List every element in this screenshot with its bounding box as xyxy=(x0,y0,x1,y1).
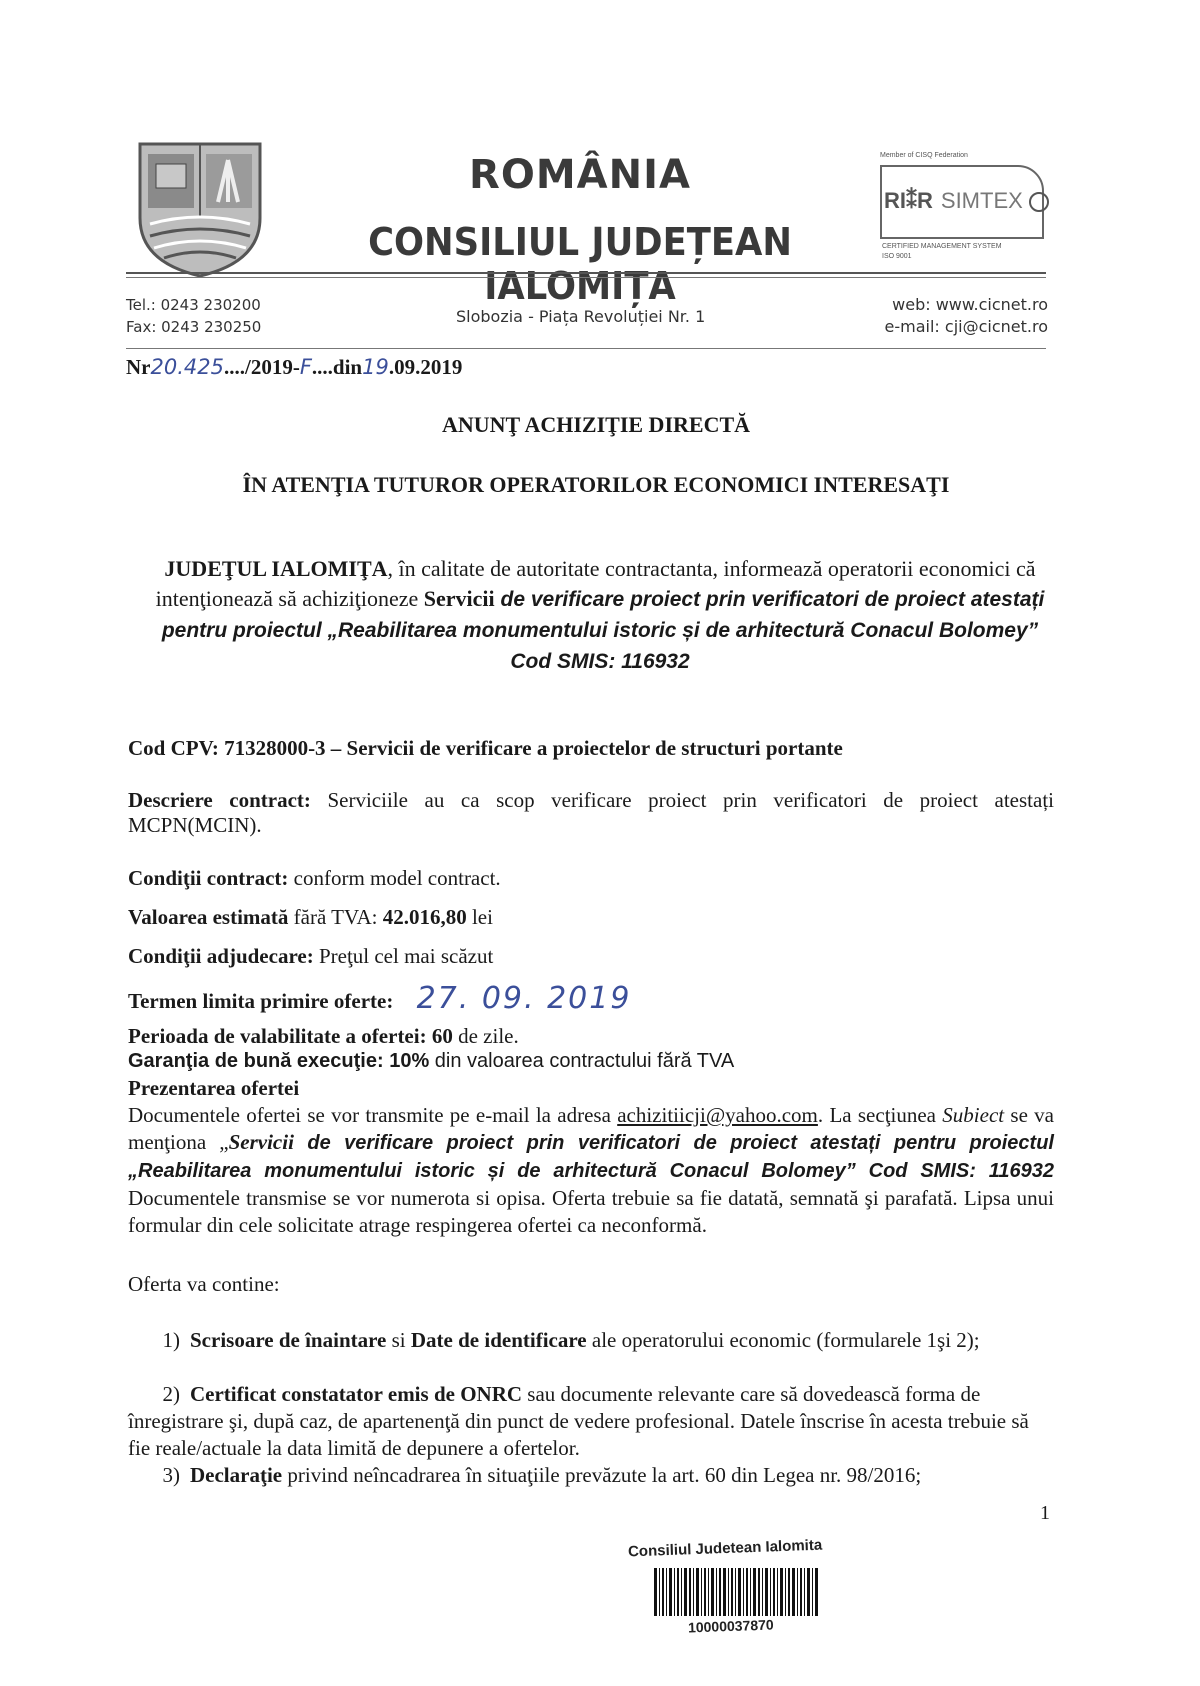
estimated-value-amount: 42.016,80 xyxy=(382,905,467,929)
list-item-bold: Declaraţie xyxy=(190,1463,283,1487)
certification-logo: RI⁑R SIMTEX xyxy=(884,188,1049,214)
registration-day-handwritten: 19 xyxy=(362,355,389,379)
offer-deadline-handwritten: 27. 09. 2019 xyxy=(416,981,632,1016)
list-item xyxy=(128,1327,1054,1354)
award-conditions xyxy=(128,944,1054,969)
intro-text: , în calitate de autoritate contractanta, informează operatorii economici că intenţionează să achiziţioneze xyxy=(155,556,1036,611)
registration-mid: ..../2019- xyxy=(223,355,300,379)
list-item-number: 1) xyxy=(162,1328,180,1352)
registration-date-tail: .09.2019 xyxy=(388,355,463,379)
certification-brand-left: RI xyxy=(884,188,906,213)
list-item xyxy=(128,1462,1054,1489)
contact-web-block xyxy=(878,294,1048,338)
award-conditions-label: Condiţii adjudecare: xyxy=(128,944,314,968)
estimated-value-currency: lei xyxy=(466,905,493,929)
country-title: ROMÂNIA xyxy=(469,152,691,198)
award-conditions-text: Preţul cel mai scăzut xyxy=(313,944,494,968)
list-item-text-2: ale operatorului economic (formularele 1şi 2); xyxy=(586,1328,980,1352)
presentation-text-1: Documentele ofertei se vor transmite pe e-mail la adresa xyxy=(128,1103,618,1127)
offer-deadline-label: Termen limita primire oferte: xyxy=(128,989,394,1013)
offer-deadline xyxy=(128,981,1054,1016)
submission-email-link[interactable]: achizitiicji@yahoo.com xyxy=(617,1103,818,1127)
presentation-subject-word: Subiect xyxy=(942,1103,1005,1127)
service-name-bold: Servicii xyxy=(423,586,495,611)
intro-paragraph xyxy=(150,554,1050,677)
website: web: www.cicnet.ro xyxy=(892,295,1048,314)
presentation-text-2: . La secţiunea xyxy=(817,1103,943,1127)
certification-system-line2: ISO 9001 xyxy=(882,253,912,260)
cpv-code xyxy=(128,736,1054,761)
list-item xyxy=(128,1381,1054,1462)
presentation-text-4: Documentele transmise se vor numerota si opisa. Oferta trebuie sa fie datată, semnată şi parafată. Lipsa unui formular din cele solicitate atrage respingerea ofertei ca neconformă. xyxy=(128,1186,1054,1237)
header-divider-thin xyxy=(126,277,1046,278)
estimated-value xyxy=(128,905,1054,930)
registration-number-handwritten: 20.425 xyxy=(150,355,224,379)
registration-prefix: Nr xyxy=(126,355,151,379)
contracting-authority: JUDEŢUL IALOMIŢA xyxy=(164,556,388,581)
description-text: Serviciile au ca scop verificare proiect prin verificatori de proiect atestați MCPN(MCIN). xyxy=(128,788,1054,837)
presentation-service-bold: Servicii xyxy=(228,1130,294,1154)
offer-presentation-label: Prezentarea ofertei xyxy=(128,1076,300,1100)
list-item-number: 2) xyxy=(162,1382,180,1406)
list-item-bold: Scrisoare de înaintare xyxy=(190,1328,387,1352)
presentation-text-3: se va menţiona „ xyxy=(128,1103,1054,1154)
circle-logo-icon xyxy=(1029,192,1049,212)
estimated-value-text: fără TVA: xyxy=(288,905,383,929)
offer-validity-text: de zile. xyxy=(452,1024,519,1048)
contact-divider xyxy=(126,348,1046,349)
offer-validity xyxy=(128,1024,1054,1049)
list-item-bold: Certificat constatator emis de ONRC xyxy=(190,1382,523,1406)
conditions-text: conform model contract. xyxy=(288,866,501,890)
page-number: 1 xyxy=(1040,1502,1050,1524)
fax-number: Fax: 0243 230250 xyxy=(126,318,262,336)
certification-system xyxy=(882,242,1002,262)
description-label: Descriere contract: xyxy=(128,788,311,812)
list-item-text: privind neîncadrarea în situaţiile prevăzute la art. 60 din Legea nr. 98/2016; xyxy=(282,1463,922,1487)
contact-phone-block xyxy=(126,294,261,338)
county-coat-of-arms xyxy=(136,140,264,280)
conditions-label: Condiţii contract: xyxy=(128,866,289,890)
performance-guarantee-text: din valoarea contractului fără TVA xyxy=(429,1050,735,1072)
registration-letter-handwritten: F xyxy=(299,355,312,379)
list-item-text: sau documente relevante care să dovedească forma de înregistrare şi, după caz, de apartenenţă din punct de vedere profesional. Datele înscrise în acesta trebuie să fie reale/actuale la data limită de depunere a ofertelor. xyxy=(128,1382,1029,1460)
certification-member-text: Member of CISQ Federation xyxy=(880,152,968,159)
performance-guarantee-label: Garanţia de bună execuţie: 10% xyxy=(128,1050,430,1072)
certification-brand-right: SIMTEX xyxy=(940,188,1023,213)
offer-contents-intro: Oferta va contine: xyxy=(128,1272,280,1296)
registration-number xyxy=(126,355,462,380)
presentation-service-italic: de verificare proiect prin verificatori de proiect atestați pentru proiectul „Reabilitarea monumentului istoric și de arhitectură Conacul Bolomey” Cod SMIS: 116932 xyxy=(128,1132,1054,1182)
list-item-number: 3) xyxy=(162,1463,180,1487)
contract-conditions xyxy=(128,866,1054,891)
list-item-bold-2: Date de identificare xyxy=(410,1328,587,1352)
announcement-title: ANUNŢ ACHIZIŢIE DIRECTĂ xyxy=(441,412,751,437)
barcode-image xyxy=(652,1566,820,1618)
estimated-value-label: Valoarea estimată xyxy=(128,905,289,929)
address: Slobozia - Piața Revoluției Nr. 1 xyxy=(456,307,706,326)
certification-system-line1: CERTIFIED MANAGEMENT SYSTEM xyxy=(882,243,1002,250)
barcode-number: 10000037870 xyxy=(687,1616,774,1636)
announcement-subtitle: ÎN ATENŢIA TUTUROR OPERATORILOR ECONOMICI INTERESAŢI xyxy=(242,472,950,497)
list-item-text: si xyxy=(386,1328,411,1352)
registration-din: ....din xyxy=(311,355,363,379)
offer-presentation-paragraph xyxy=(128,1102,1054,1239)
performance-guarantee xyxy=(128,1050,1054,1073)
cpv-label: Cod CPV: 71328000-3 – Servicii de verificare a proiectelor de structuri portante xyxy=(128,736,843,760)
phone-number: Tel.: 0243 230200 xyxy=(126,296,261,314)
institution-title: CONSILIUL JUDEȚEAN IALOMIȚA xyxy=(368,220,792,308)
service-name-italic: de verificare proiect prin verificatori de proiect atestați pentru proiectul „Reabilitarea monumentului istoric și de arhitectură Conacul Bolomey” Cod SMIS: 116932 xyxy=(161,588,1045,673)
contract-description xyxy=(128,788,1054,838)
offer-validity-label: Perioada de valabilitate a ofertei: 60 xyxy=(128,1024,453,1048)
header-divider xyxy=(126,272,1046,274)
offer-presentation-heading xyxy=(128,1076,1054,1101)
registry-stamp-label: Consiliul Judetean Ialomita xyxy=(627,1536,823,1561)
wheat-icon: ⁑ xyxy=(906,188,917,213)
email-address: e-mail: cji@cicnet.ro xyxy=(884,317,1048,336)
